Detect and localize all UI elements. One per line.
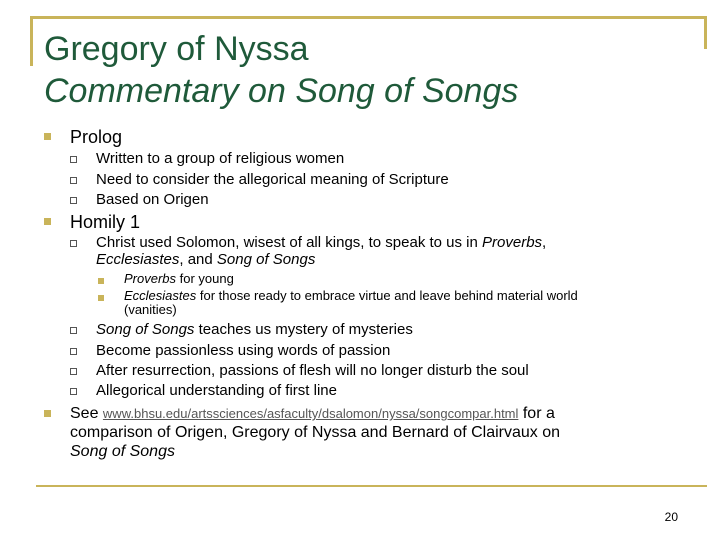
square-bullet-icon bbox=[44, 133, 51, 140]
homily-heading: Homily 1 bbox=[70, 212, 141, 232]
song-of-songs-point-title: Song of Songs bbox=[96, 321, 195, 338]
hollow-bullet-icon bbox=[70, 156, 77, 163]
solomon-prefix: Christ used Solomon, wisest of all kings, to speak to us in bbox=[96, 234, 483, 251]
ecclesiastes-sub-rest: for those ready to embrace virtue and leave behind material world bbox=[196, 288, 578, 303]
frame-bottom-rule bbox=[36, 485, 707, 487]
frame-top-rule bbox=[30, 16, 707, 19]
proverbs-title: Proverbs bbox=[482, 234, 543, 251]
ecclesiastes-sub-title: Ecclesiastes bbox=[124, 288, 197, 303]
song-of-songs-point-rest: teaches us mystery of mysteries bbox=[194, 321, 413, 338]
proverbs-sub-rest: for young bbox=[176, 271, 234, 286]
small-square-bullet-icon bbox=[98, 278, 104, 284]
slide-title bbox=[44, 28, 684, 112]
solomon-and: , and bbox=[179, 251, 217, 268]
song-of-songs-title: Song of Songs bbox=[216, 251, 316, 268]
ecclesiastes-title: Ecclesiastes bbox=[96, 251, 180, 268]
solomon-comma: , bbox=[542, 234, 547, 251]
prolog-item-1: Written to a group of religious women bbox=[96, 150, 345, 167]
homily-point-3: After resurrection, passions of flesh will no longer disturb the soul bbox=[96, 362, 529, 379]
page-number: 20 bbox=[664, 510, 678, 524]
proverbs-sub-item bbox=[124, 272, 234, 286]
prolog-item-2: Need to consider the allegorical meaning of Scripture bbox=[96, 171, 449, 188]
song-comparison-link[interactable]: www.bhsu.edu/artssciences/asfaculty/dsalomon/nyssa/songcompar.html bbox=[102, 406, 519, 421]
hollow-bullet-icon bbox=[70, 327, 77, 334]
hollow-bullet-icon bbox=[70, 197, 77, 204]
hollow-bullet-icon bbox=[70, 240, 77, 247]
proverbs-sub-title: Proverbs bbox=[124, 271, 177, 286]
see-item bbox=[70, 404, 670, 461]
see-prefix: See bbox=[70, 405, 103, 422]
see-after-link: for a bbox=[518, 405, 555, 422]
hollow-bullet-icon bbox=[70, 348, 77, 355]
hollow-bullet-icon bbox=[70, 388, 77, 395]
see-line-3: Song of Songs bbox=[70, 443, 175, 460]
frame-right-rule bbox=[704, 16, 707, 49]
hollow-bullet-icon bbox=[70, 177, 77, 184]
small-square-bullet-icon bbox=[98, 295, 104, 301]
prolog-heading: Prolog bbox=[70, 127, 123, 147]
title-line-1: Gregory of Nyssa bbox=[44, 30, 309, 68]
ecclesiastes-sub-item bbox=[124, 289, 684, 317]
see-line-2: comparison of Origen, Gregory of Nyssa and Bernard of Clairvaux on bbox=[70, 424, 561, 441]
homily-point-2: Become passionless using words of passion bbox=[96, 342, 391, 359]
hollow-bullet-icon bbox=[70, 368, 77, 375]
title-line-2: Commentary on Song of Songs bbox=[44, 72, 519, 110]
homily-point-4: Allegorical understanding of first line bbox=[96, 382, 337, 399]
square-bullet-icon bbox=[44, 218, 51, 225]
homily-point-1 bbox=[96, 321, 413, 338]
frame-left-rule bbox=[30, 16, 33, 66]
square-bullet-icon bbox=[44, 410, 51, 417]
solomon-item bbox=[96, 234, 656, 268]
ecclesiastes-sub-line2: (vanities) bbox=[124, 302, 177, 317]
prolog-item-3: Based on Origen bbox=[96, 191, 209, 208]
